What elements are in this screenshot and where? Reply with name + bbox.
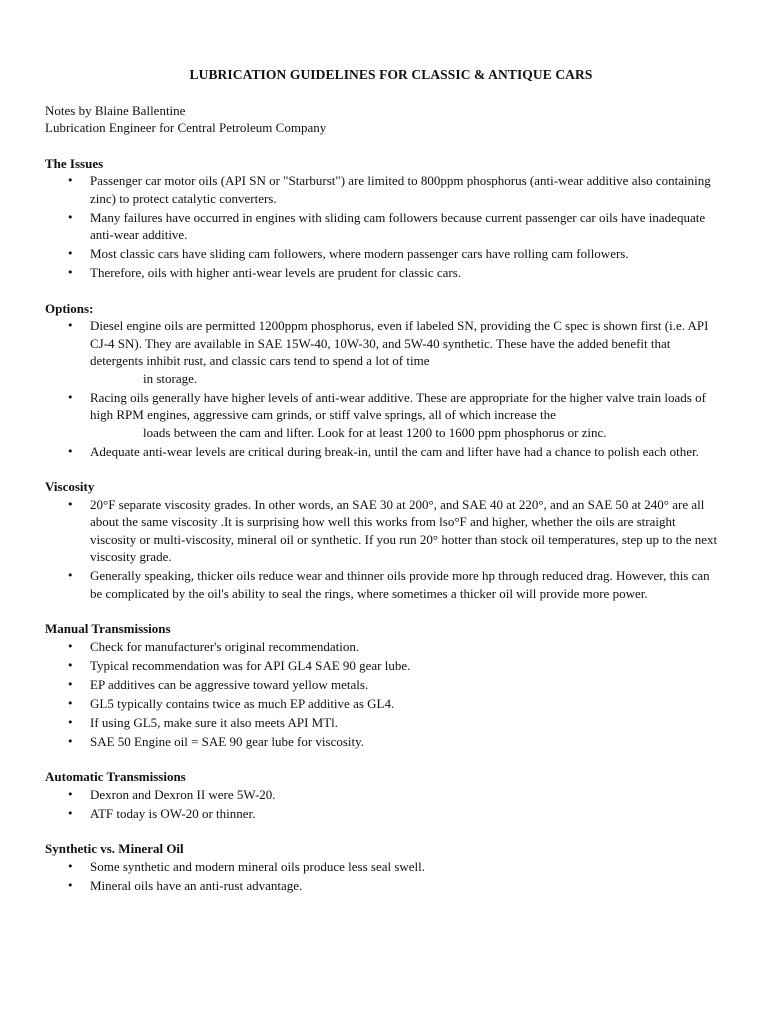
list-item: • Passenger car motor oils (API SN or "Starburst") are limited to 800ppm phosphorus (anti-wear additive also containing zinc) to protect catalytic converters. (45, 172, 725, 207)
list-item: • GL5 typically contains twice as much EP additive as GL4. (45, 695, 725, 713)
list-item: • Therefore, oils with higher anti-wear levels are prudent for classic cars. (45, 264, 725, 282)
list-item: • Typical recommendation was for API GL4 SAE 90 gear lube. (45, 657, 725, 675)
list-item: • ATF today is OW-20 or thinner. (45, 805, 725, 823)
section-heading: Options: (45, 300, 94, 316)
list-item: • Most classic cars have sliding cam followers, where modern passenger cars have rolling cam followers. (45, 245, 725, 263)
list-item: • EP additives can be aggressive toward yellow metals. (45, 676, 725, 694)
section-heading: Manual Transmissions (45, 621, 171, 636)
list-item-text: Diesel engine oils are permitted 1200ppm phosphorus, even if labeled SN, providing the C spec is shown first (i.e. API CJ-4 SN). They are available in SAE 15W-40, 10W-30, and 5W-40 synthetic. These have the added benefit that detergents inhibit rust, and classic cars tend to spend a lot of time (90, 318, 709, 368)
bullet-list (45, 317, 725, 460)
author-block (45, 102, 725, 137)
list-item (45, 317, 725, 387)
list-item: • Generally speaking, thicker oils reduce wear and thinner oils provide more hp through reduced drag. However, this can be complicated by the oil's ability to seal the rings, where sometimes a thicker oil will provide more power. (45, 567, 725, 602)
author-role: Lubrication Engineer for Central Petroleum Company (45, 120, 327, 135)
list-item: • SAE 50 Engine oil = SAE 90 gear lube for viscosity. (45, 733, 725, 751)
bullet-list (45, 858, 725, 895)
section-issues (45, 155, 725, 282)
list-item-continuation: loads between the cam and lifter. Look for at least 1200 to 1600 ppm phosphorus or zinc. (143, 424, 607, 440)
section-heading: The Issues (45, 155, 104, 171)
bullet-list (45, 786, 725, 823)
section-heading: Synthetic vs. Mineral Oil (45, 841, 184, 856)
list-item: • Many failures have occurred in engines with sliding cam followers because current passenger car oils have inadequate anti-wear additive. (45, 209, 725, 244)
bullet-list (45, 496, 725, 603)
section-heading: Automatic Transmissions (45, 769, 186, 784)
document-title: LUBRICATION GUIDELINES FOR CLASSIC & ANTIQUE CARS (189, 67, 593, 82)
document-page (45, 66, 725, 896)
section-automatic-transmissions (45, 768, 725, 822)
section-options (45, 300, 725, 461)
list-item: • If using GL5, make sure it also meets API MTl. (45, 714, 725, 732)
list-item: • Check for manufacturer's original recommendation. (45, 638, 725, 656)
author-name: Notes by Blaine Ballentine (45, 102, 186, 118)
list-item: • Dexron and Dexron II were 5W-20. (45, 786, 725, 804)
list-item-continuation: in storage. (143, 370, 198, 386)
bullet-list (45, 638, 725, 751)
list-item: • Adequate anti-wear levels are critical during break-in, until the cam and lifter have had a chance to polish each other. (45, 443, 725, 461)
list-item-text: Racing oils generally have higher levels of anti-wear additive. These are appropriate for the higher valve train loads of high RPM engines, aggressive cam grinds, or stiff valve springs, all of which increase the (90, 389, 706, 422)
section-synthetic-vs-mineral (45, 840, 725, 894)
list-item: • Some synthetic and modern mineral oils produce less seal swell. (45, 858, 725, 876)
section-viscosity (45, 478, 725, 602)
bullet-list (45, 172, 725, 282)
section-heading: Viscosity (45, 479, 95, 494)
list-item (45, 389, 725, 442)
section-manual-transmissions (45, 620, 725, 750)
list-item: • Mineral oils have an anti-rust advantage. (45, 877, 725, 895)
list-item: • 20°F separate viscosity grades. In other words, an SAE 30 at 200°, and SAE 40 at 220°, and an SAE 50 at 240° are all about the same viscosity .It is surprising how well this works from lso°F and higher, whether the oils are straight viscosity or multi-viscosity, mineral oil or synthetic. If you run 20° hotter than stock oil temperatures, step up to the next viscosity grade. (45, 496, 725, 566)
